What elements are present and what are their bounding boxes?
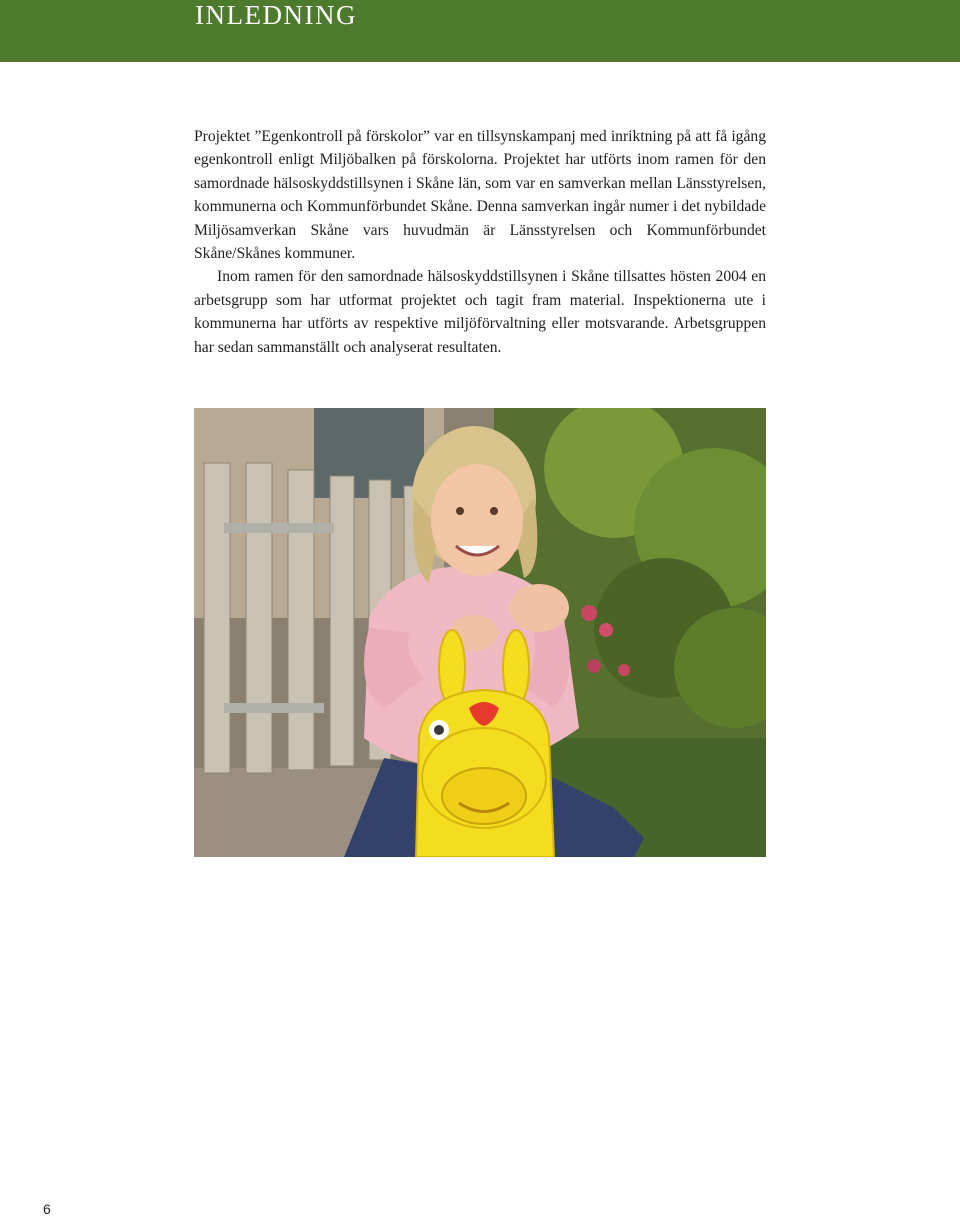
- child-photo: [194, 408, 766, 857]
- paragraph-1: Projektet ”Egenkontroll på förskolor” var en tillsynskampanj med inriktning på att få igång egenkontroll enligt Miljöbalken på förskolorna. Projektet har utförts inom ramen för den samordnade hälsoskyddstillsynen i Skåne län, som var en samverkan mellan Länsstyrelsen, kommunerna och Kommunförbundet Skåne. Denna samverkan ingår numer i det nybildade Miljösamverkan Skåne vars huvudmän är Länsstyrelsen och Kommunförbundet Skåne/Skånes kommuner.: [194, 128, 766, 263]
- paragraph-2: Inom ramen för den samordnade hälsoskyddstillsynen i Skåne tillsattes hösten 2004 en arbetsgrupp som har utformat projektet och tagit fram material. Inspektionerna ute i kommunerna har utförts av respektive miljöförvaltning eller motsvarande. Arbetsgruppen har sedan sammanställt och analyserat resultaten.: [194, 268, 766, 356]
- header-band: [0, 0, 960, 62]
- page-number: 6: [43, 1201, 51, 1217]
- page-title: INLEDNING: [195, 0, 357, 30]
- intro-text: [194, 125, 766, 359]
